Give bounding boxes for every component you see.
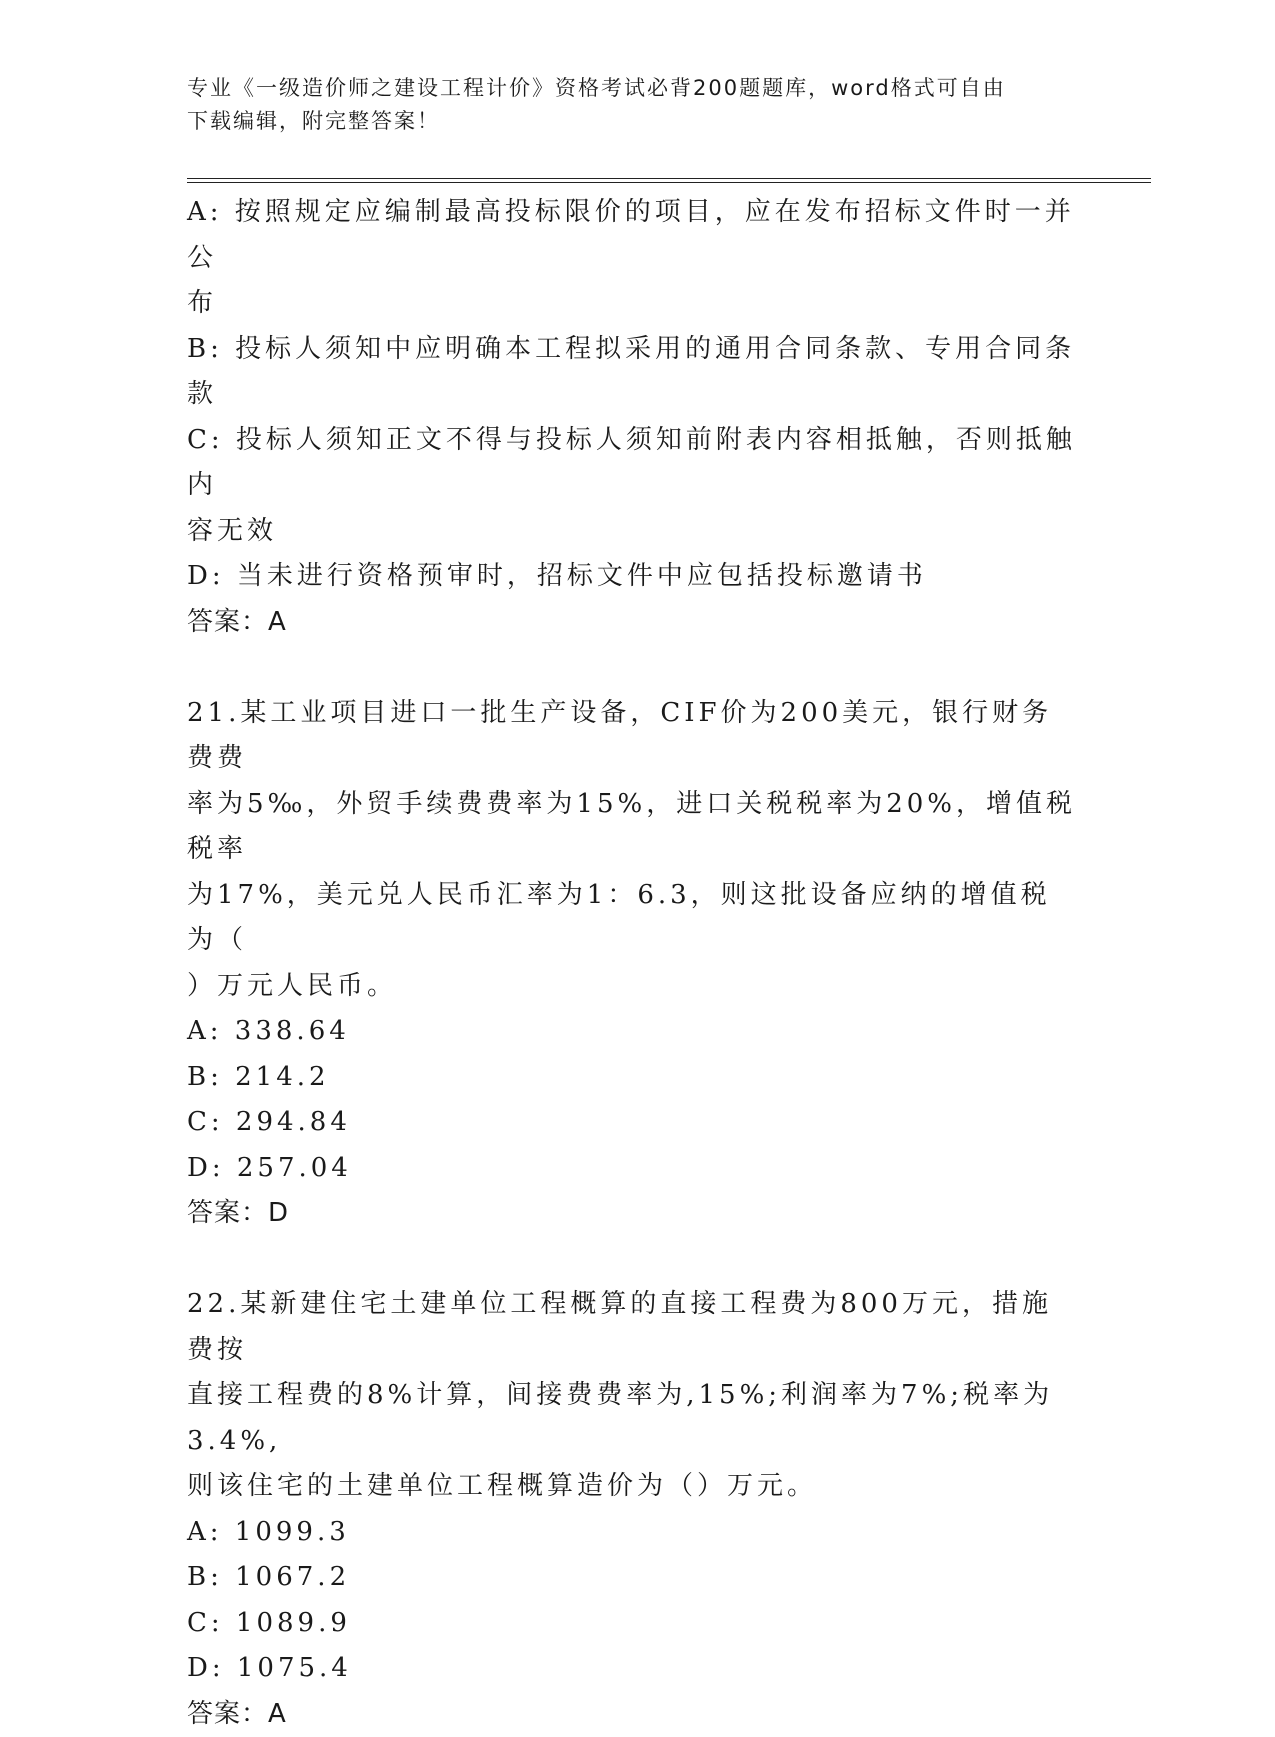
q21-option-d: D: 257.04 <box>187 1146 1077 1192</box>
header-line-1: 专业《一级造价师之建设工程计价》资格考试必背200题题库，word格式可自由 <box>187 72 1067 105</box>
question-spacer <box>187 645 1077 691</box>
q20-option-a-line-1: A: 按照规定应编制最高投标限价的项目，应在发布招标文件时一并公 <box>187 190 1077 281</box>
q21-stem-line-4: ）万元人民币。 <box>187 964 1077 1010</box>
q21-option-b: B: 214.2 <box>187 1055 1077 1101</box>
q20-answer: 答案：A <box>187 600 1077 646</box>
q22-option-c: C: 1089.9 <box>187 1601 1077 1647</box>
q22-option-a: A: 1099.3 <box>187 1510 1077 1556</box>
document-body <box>187 190 1077 1737</box>
q22-option-b: B: 1067.2 <box>187 1555 1077 1601</box>
q22-stem-line-2: 直接工程费的8%计算，间接费费率为,15%;利润率为7%;税率为3.4%, <box>187 1373 1077 1464</box>
q20-option-d: D: 当未进行资格预审时，招标文件中应包括投标邀请书 <box>187 554 1077 600</box>
q20-option-b: B: 投标人须知中应明确本工程拟采用的通用合同条款、专用合同条款 <box>187 327 1077 418</box>
header-divider-top <box>187 178 1151 179</box>
q21-stem-line-3: 为17%，美元兑人民币汇率为1：6.3，则这批设备应纳的增值税为（ <box>187 873 1077 964</box>
header-line-2: 下载编辑，附完整答案！ <box>187 105 1067 138</box>
q22-option-d: D: 1075.4 <box>187 1646 1077 1692</box>
q21-answer: 答案：D <box>187 1191 1077 1237</box>
question-22-block <box>187 1282 1077 1737</box>
q21-stem-line-1: 21.某工业项目进口一批生产设备，CIF价为200美元，银行财务费费 <box>187 691 1077 782</box>
q20-option-c-line-2: 容无效 <box>187 509 1077 555</box>
q21-option-a: A: 338.64 <box>187 1009 1077 1055</box>
question-spacer <box>187 1237 1077 1283</box>
question-21-block <box>187 691 1077 1237</box>
q22-answer: 答案：A <box>187 1692 1077 1737</box>
q21-option-c: C: 294.84 <box>187 1100 1077 1146</box>
header-divider-bottom <box>187 182 1151 183</box>
q22-stem-line-1: 22.某新建住宅土建单位工程概算的直接工程费为800万元，措施费按 <box>187 1282 1077 1373</box>
q20-option-c-line-1: C: 投标人须知正文不得与投标人须知前附表内容相抵触，否则抵触内 <box>187 418 1077 509</box>
q21-stem-line-2: 率为5‰，外贸手续费费率为15%，进口关税税率为20%，增值税税率 <box>187 782 1077 873</box>
document-header <box>187 72 1067 138</box>
question-20-block <box>187 190 1077 645</box>
q22-stem-line-3: 则该住宅的土建单位工程概算造价为（）万元。 <box>187 1464 1077 1510</box>
q20-option-a-line-2: 布 <box>187 281 1077 327</box>
